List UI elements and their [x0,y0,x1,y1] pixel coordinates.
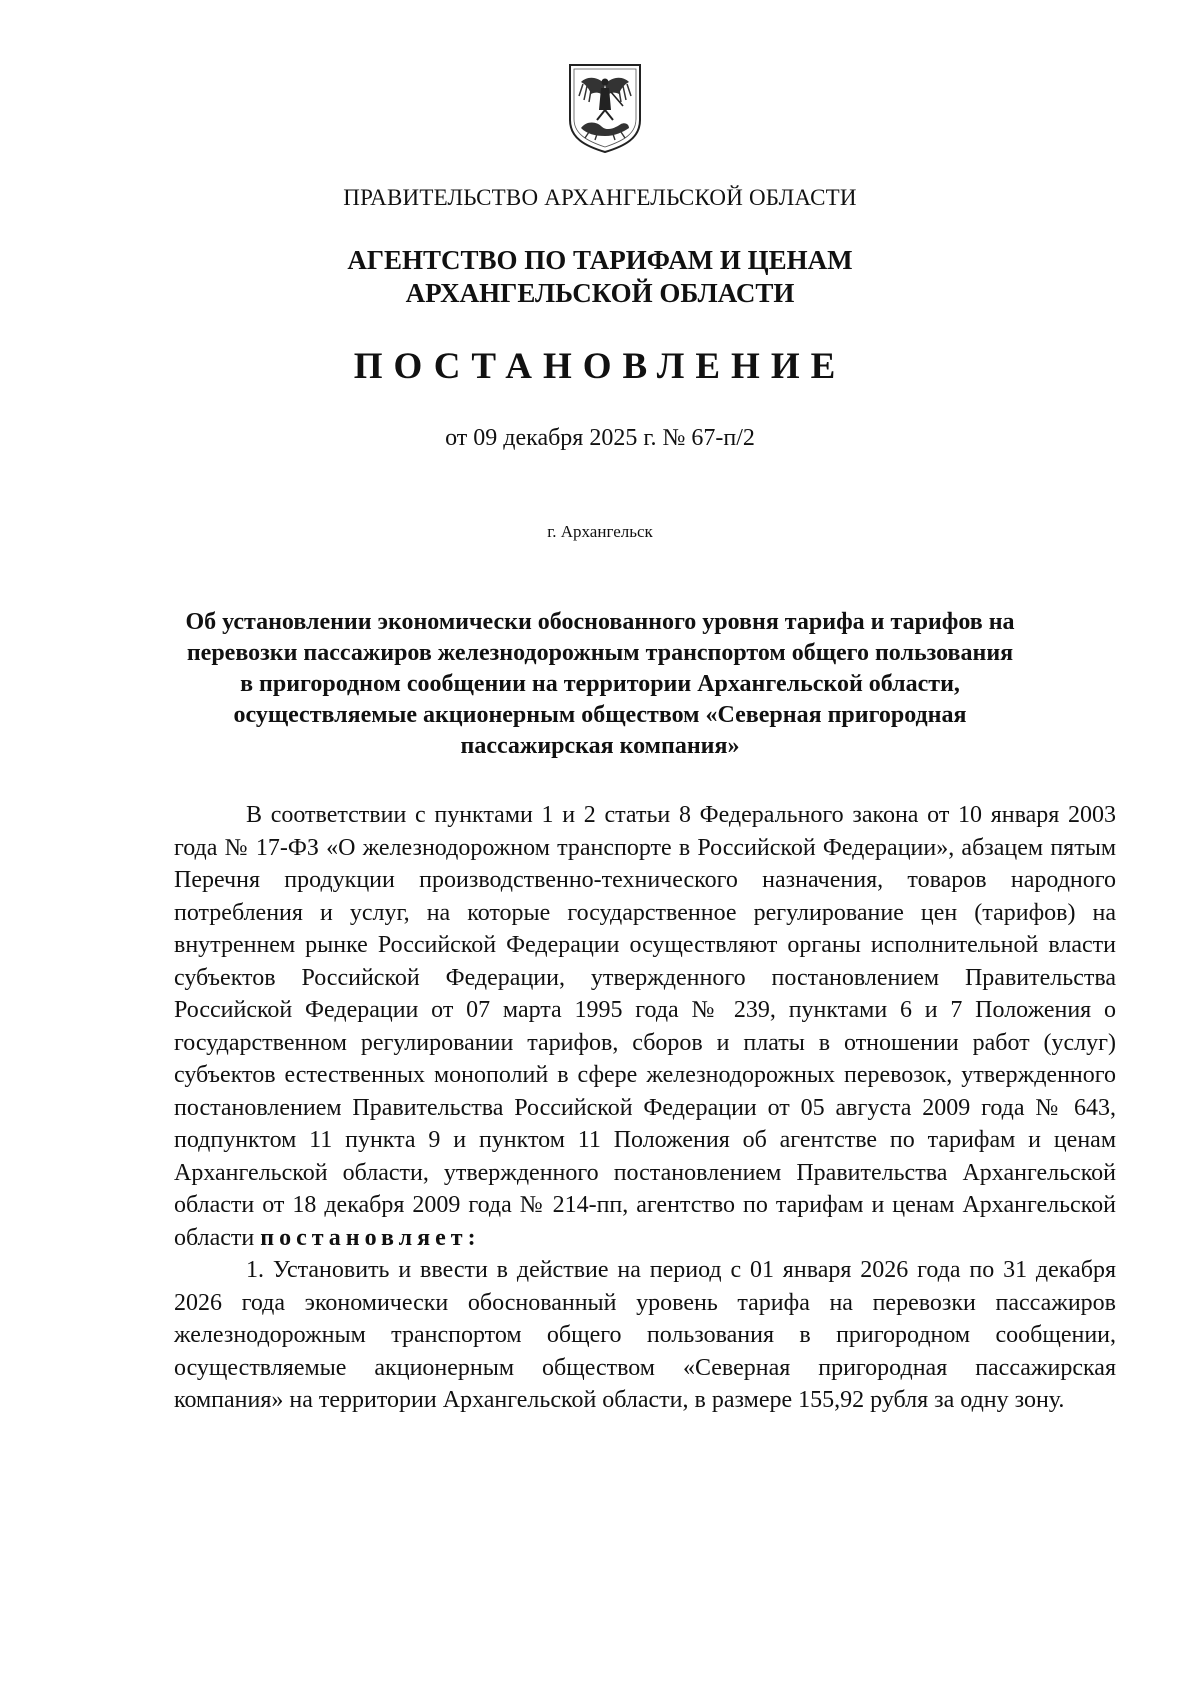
document-body [174,799,1116,1417]
document-type: ПОСТАНОВЛЕНИЕ [353,346,847,387]
item-1-paragraph: 1. Установить и ввести в действие на период с 01 января 2026 года по 31 декабря 2026 года экономически обоснованный уровень тарифа на перевозки пассажиров железнодорожным транспортом общего пользования в пригородном сообщении, осуществляемые акционерным обществом «Северная пригородная пассажирская компания» на территории Архангельской области, в размере 155,92 рубля за одну зону. [174,1257,1116,1413]
agency-heading [0,244,1200,310]
preamble-paragraph [174,799,1116,1254]
date-and-number: от 09 декабря 2025 г. № 67-п/2 [445,425,755,451]
agency-line-2: АРХАНГЕЛЬСКОЙ ОБЛАСТИ [405,278,795,308]
agency-line-1: АГЕНТСТВО ПО ТАРИФАМ И ЦЕНАМ [347,245,853,275]
government-heading: ПРАВИТЕЛЬСТВО АРХАНГЕЛЬСКОЙ ОБЛАСТИ [343,185,857,210]
resolves-word: постановляет: [260,1224,481,1251]
document-title: Об установлении экономически обоснованного уровня тарифа и тарифов на перевозки пассажиров железнодорожным транспортом общего пользования в пригородном сообщении на территории Архангельской области, осуществляемые акционерным обществом «Северная пригородная пассажирская компания» [185,609,1015,759]
city: г. Архангельск [547,522,653,541]
coat-of-arms-icon [567,62,643,154]
preamble-text: В соответствии с пунктами 1 и 2 статьи 8 Федерального закона от 10 января 2003 года № 17-ФЗ «О железнодорожном транспорте в Российской Федерации», абзацем пятым Перечня продукции производственно-технического назначения, товаров народного потребления и услуг, на которые государственное регулирование цен (тарифов) на внутреннем рынке Российской Федерации осуществляют органы исполнительной власти субъектов Российской Федерации, утвержденного постановлением Правительства Российской Федерации от 07 марта 1995 года № 239, пунктами 6 и 7 Положения о государственном регулировании тарифов, сборов и платы в отношении работ (услуг) субъектов естественных монополий в сфере железнодорожных перевозок, утвержденного постановлением Правительства Российской Федерации от 05 августа 2009 года № 643, подпунктом 11 пункта 9 и пунктом 11 Положения об агентстве по тарифам и ценам Архангельской области, утвержденного постановлением Правительства Архангельской области от 18 декабря 2009 года № 214-пп, агентство по тарифам и ценам Архангельской области [174,802,1116,1251]
